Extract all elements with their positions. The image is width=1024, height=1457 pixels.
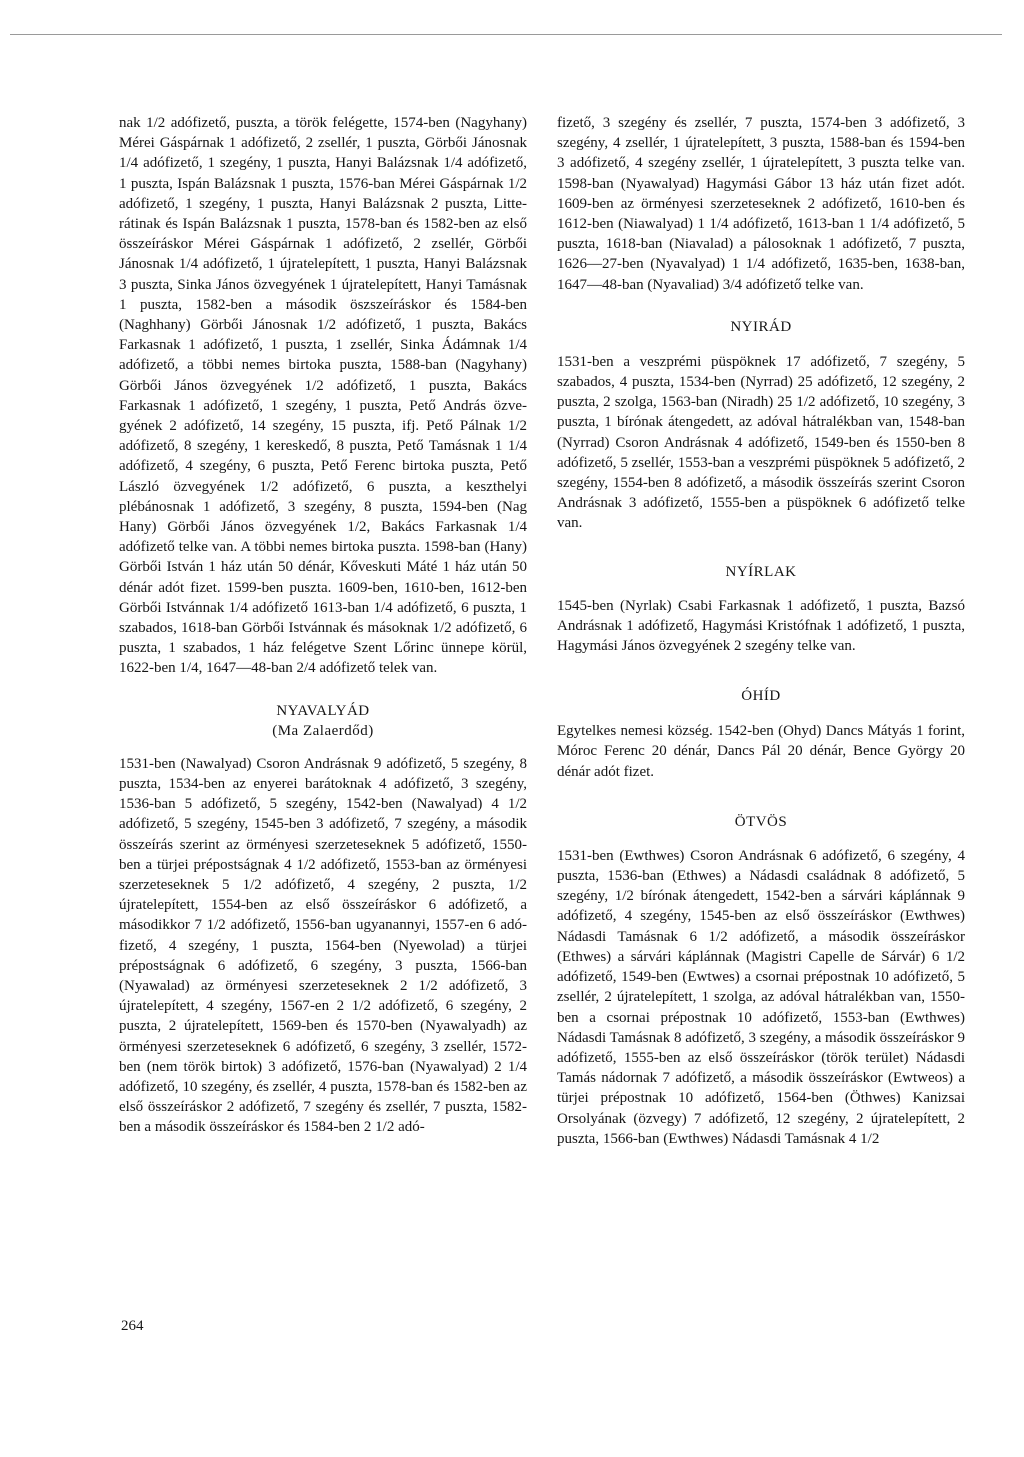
section-heading-nyavalyad [119,701,527,741]
intro-paragraph: nak 1/2 adófizető, puszta, a török felégette, 1574-ben (Nagyhany) Mérei Gáspárnak 1 adófizető, 2 zsellér, 1 puszta, Görbői Jánosnak 1/4 adófizető, 1 szegény, 1 puszta, Hanyi Balázsnak 1/4 adófizető, 1 puszta, Ispán Balázsnak 1 puszta, 1576-ban Mérei Gáspárnak 1/2 adófizető, 1 szegény, 1 puszta, Hanyi Balázsnak 2 puszta, Litterátinak és Ispán Balázsnak 1 puszta, 1578-ban és 1582-ben az első összeíráskor Mérei Gáspárnak 1 adófizető, 2 zsellér, Görbői Jánosnak 1/4 adófizető, 1 újratelepített, 1 puszta, Hanyi Balázsnak 3 puszta, Sinka János özvegyének 1 újratelepített, Hanyi Tamásnak 1 puszta, 1582-ben a második öszszeíráskor és 1584-ben (Naghhany) Görbői Jánosnak 1/2 adófizető, 1 puszta, Bakács Farkasnak 1 adófizető, 1 puszta, 1 zsellér, Sinka Ádámnak 1/4 adófizető, a többi nemes birtoka puszta, 1588-ban (Nagyhany) Görbői János özvegyének 1/2 adófizető, 1 puszta, Bakács Farkasnak 1 adófizető, 1 szegény, 1 puszta, Pető András özvegyének 2 adófizető, 14 szegény, 15 puszta, ifj. Pető Pálnak 1/2 adófizető, 8 szegény, 1 kereskedő, 8 puszta, Pető Tamásnak 1 1/4 adófizető, 4 szegény, 6 puszta, Pető Ferenc birtoka puszta, Pető László özvegyének 1/2 adófizető, 6 puszta, a keszthelyi plébánosnak 1 adófizető, 3 szegény, 8 puszta, 1594-ben (Nag Hany) Görbői János özvegyének 1/2, Bakács Farkasnak 1/4 adófizető telke van. A többi nemes birtoka puszta. 1598-ban (Hany) Görbői István 1 ház után 50 dénár, Kőveskuti Máté 1 ház után 50 dénár adót fizet. 1599-ben puszta. 1609-ben, 1610-ben, 1612-ben Görbői Istvánnak 1/4 adófizető 1613-ban 1/4 adófizető, 6 puszta, 1 szabados, 1618-ban Görbői Istvánnak és másoknak 1/2 adófizető, 6 puszta, 1 szabados, 1 ház felégetve Szent Lőrinc ünnepe körül, 1622-ben 1/4, 1647—48-ban 2/4 adófizető telek van. [119,115,527,677]
section-subtitle: (Ma Zalaerdőd) [272,722,374,739]
top-rule [10,34,1002,35]
section-heading-ohid: ÓHÍD [741,688,781,705]
otvos-paragraph: 1531-ben (Ewthwes) Csoron Andrásnak 6 adófizető, 6 szegény, 4 puszta, 1536-ban (Ethwes) a Nádasdi családnak 8 adófizető, 5 szegény, 1/2 bírónak átengedett, 1542-ben a sárvári káplánnak 9 adófizető, 4 szegény, 1545-ben az első összeíráskor (Ewthwes) Nádasdi Tamásnak 6 1/2 adófizető, a második összeíráskor (Ethwes) a sárvári káplánnak (Magistri Capelle de Sárvár) 6 1/2 adófizető, 1549-ben (Ewtwes) a csornai prépostnak 10 adófizető, 5 zsellér, 2 újratelepített, 1 szolga, az adóval hátralékban van, 1550-ben a csornai prépostnak 10 adófizető, 1553-ban (Ewthwes) Nádasdi Tamásnak 8 adófizető, 3 szegény, a második összeíráskor 9 adófizető, 1555-ben az első összeíráskor (török terület) Nádasdi Tamás nádornak 7 adófizető, a második összeíráskor (Ewtweos) a türjei prépostnak 10 adófizető, 1564-ben (Öthwes) Kanizsai Orsolyának (özvegy) 7 adófizető, 12 szegény, 2 újratelepített, 2 puszta, 1566-ban (Ewthwes) Nádasdi Tamásnak 4 1/2 [557,847,965,1147]
ohid-paragraph: Egytelkes nemesi község. 1542-ben (Ohyd) Dancs Mátyás 1 forint, Móroc Ferenc 20 dénár, Dancs Pál 20 dénár, Bence György 20 dénár adót fizet. [557,723,965,780]
page-number: 264 [121,1318,144,1334]
section-heading-nyirlak: NYÍRLAK [725,563,797,580]
section-heading-otvos: ÖTVÖS [734,813,788,830]
left-column [119,113,527,1138]
nyavalyad-paragraph: 1531-ben (Nawalyad) Csoron Andrásnak 9 adófizető, 5 szegény, 8 puszta, 1534-ben az enyerei barátoknak 4 adófizető, 3 szegény, 1536-ban 5 adófizető, 5 szegény, 1542-ben (Nawalyad) 4 1/2 adófizető, 5 szegény, 1545-ben 3 adófizető, 7 szegény, a második összeírás szerint az örményesi szerzeteseknek 5 adófizető, 1550-ben a türjei prépostságnak 4 1/2 adófizető, 1553-ban az örményesi szerzeteseknek 5 1/2 adófizető, 4 szegény, 2 puszta, 1/2 újratelepített, 1554-ben az első összeíráskor 6 adófizető, a másodikkor 7 1/2 adófizető, 1556-ban ugyanannyi, 1557-en 6 adófizető, 4 szegény, 1 puszta, 1564-ben (Nyewolad) a türjei prépostságnak 6 adófizető, 6 szegény, 3 puszta, 1566-ban (Nyawalad) az örményesi szerzeteseknek 2 1/2 adófizető, 3 újratelepített, 4 szegény, 1567-en 2 1/2 adófizető, 6 szegény, 2 puszta, 2 újratelepített, 1569-ben és 1570-ben (Nyawalyadh) az örményesi szerzeteseknek 6 adófizető, 6 szegény, 3 zsellér, 1572-ben (nem török birtok) 3 adófizető, 1576-ban (Nyawalyad) 2 1/4 adófizető, 10 szegény, és zsellér, 4 puszta, 1578-ban és 1582-ben az első összeíráskor 2 adófizető, 7 szegény és zsellér, 7 puszta, 1582-ben a második összeíráskor és 1584-ben 2 1/2 adó- [119,755,527,1136]
right-column [557,113,965,1149]
continuation-paragraph: fizető, 3 szegény és zsellér, 7 puszta, 1574-ben 3 adófizető, 3 szegény, 4 zsellér, 1 újratelepített, 3 puszta, 1588-ban és 1594-ben 3 adófizető, 4 szegény zsellér, 1 újratelepített, 3 puszta telke van. 1598-ban (Nyawalyad) Hagymási Gábor 13 ház után fizet adót. 1609-ben az örményesi szerzeteseknek 2 adófizető, 1610-ben és 1612-ben (Niawalyad) 1 1/4 adófizető, 1613-ban 1 1/4 adófizető, 5 puszta, 1618-ban (Niavalad) a pálosoknak 1 adófizető, 7 puszta, 1626—27-ben (Nyavalyad) 1 1/4 adófizető, 1635-ben, 1638-ban, 1647—48-ban (Nyavaliad) 3/4 adófizető telke van. [557,115,965,293]
section-title: NYAVALYÁD [276,702,370,719]
nyirad-paragraph: 1531-ben a veszprémi püspöknek 17 adófizető, 7 szegény, 5 szabados, 4 puszta, 1534-ben (Nyrrad) 25 adófizető, 12 szegény, 2 puszta, 2 szolga, 1563-ban (Niradh) 25 1/2 adófizető, 10 szegény, 3 puszta, 1 bírónak átengedett, az adóval hátralékban van, 1548-ban (Nyrrad) Csoron Andrásnak 4 adófizető, 1549-ben és 1550-ben 8 adófizető, 5 zsellér, 1553-ban a veszprémi püspöknek 5 adófizető, 2 szegény, 1554-ben 8 adófizető, a második összeírás szerint Csoron Andrásnak 3 adófizető, 1555-ben a püspöknek 6 adófizető telke van. [557,353,965,532]
section-heading-nyirad: NYIRÁD [730,318,792,335]
nyirlak-paragraph: 1545-ben (Nyrlak) Csabi Farkasnak 1 adófizető, 1 puszta, Bazsó Andrásnak 1 adófizető, Hagymási Kristófnak 1 adófizető, 1 puszta, Hagymási János özvegyének 2 szegény telke van. [557,597,965,655]
